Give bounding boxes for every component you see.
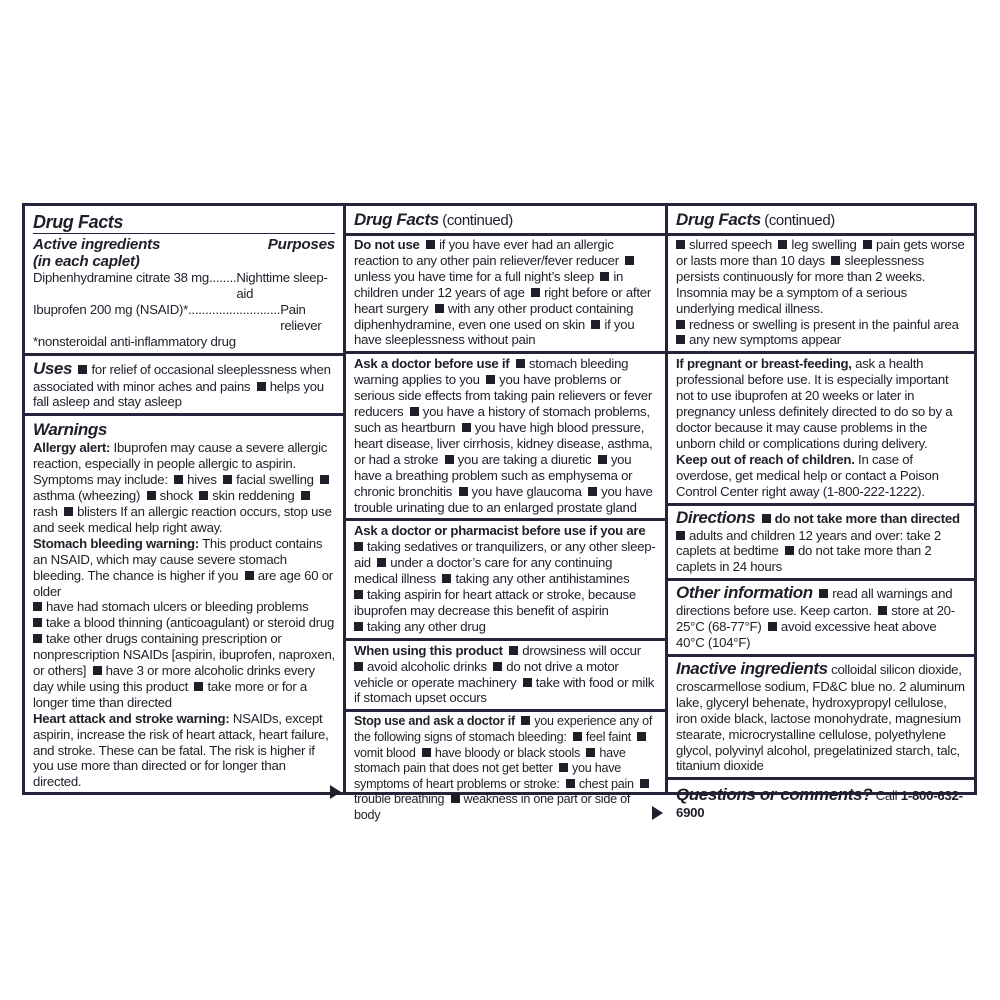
bullet-icon xyxy=(33,618,42,627)
keep-out-text: In case of overdose, get medical help or contact a Poison Control Center right away (1-800-222-1222). xyxy=(676,451,939,499)
ask-doctor-item: you have high blood pressure, heart disease, liver cirrhosis, kidney disease, asthma, or had a stroke xyxy=(354,419,653,467)
when-using-section xyxy=(346,641,665,713)
bullet-icon xyxy=(199,491,208,500)
bullet-icon xyxy=(174,475,183,484)
allergy-item: shock xyxy=(159,488,193,504)
do-not-use-item: right before or after heart surgery xyxy=(354,284,651,316)
drug-facts-column-2 xyxy=(343,206,665,822)
when-using-item: do not drive a motor vehicle or operate machinery xyxy=(354,658,619,690)
ask-doctor-item: you have trouble urinating due to an enlarged prostate gland xyxy=(354,483,653,515)
stop-use-item: pain gets worse or lasts more than 10 days xyxy=(676,237,965,268)
bullet-icon xyxy=(33,634,42,643)
ask-doctor-item: you have a breathing problem such as emphysema or chronic bronchitis xyxy=(354,451,633,499)
bullet-icon xyxy=(78,365,87,374)
bullet-icon xyxy=(600,272,609,281)
heart-label: Heart attack and stroke warning: xyxy=(33,710,230,726)
other-information-item: store at 20-25°C (68-77°F) xyxy=(676,603,955,635)
bullet-icon xyxy=(863,240,872,249)
directions-title: Directions xyxy=(676,507,756,527)
ask-doctor-label: Ask a doctor before use if xyxy=(354,356,510,372)
inactive-ingredients-title: Inactive ingredients xyxy=(676,658,828,678)
bullet-icon xyxy=(676,531,685,540)
questions-text: Call xyxy=(875,788,898,804)
bullet-icon xyxy=(831,256,840,265)
bullet-icon xyxy=(410,407,419,416)
when-using-item: avoid alcoholic drinks xyxy=(367,658,487,674)
do-not-use-label: Do not use xyxy=(354,237,420,252)
ingredient-purpose: Pain reliever xyxy=(280,301,322,333)
bullet-icon xyxy=(531,288,540,297)
ask-doctor-item: stomach bleeding warning applies to you xyxy=(354,356,629,388)
uses-section xyxy=(25,356,343,417)
active-ingredients-heading: Active ingredients xyxy=(33,236,161,253)
bullet-icon xyxy=(676,240,685,249)
stop-use-item: have bloody or black stools xyxy=(434,745,581,760)
bullet-icon xyxy=(598,455,607,464)
other-information-item: avoid excessive heat above 40°C (104°F) xyxy=(676,619,937,651)
bullet-icon xyxy=(637,732,646,741)
bullet-icon xyxy=(354,662,363,671)
other-information-title: Other information xyxy=(676,583,813,603)
stomach-item: have had stomach ulcers or bleeding problems xyxy=(46,599,309,615)
bullet-icon xyxy=(819,589,828,598)
bullet-icon xyxy=(93,666,102,675)
when-using-item: take with food or milk if stomach upset occurs xyxy=(354,674,655,706)
stop-use-item: feel faint xyxy=(585,729,631,744)
ask-doctor-item: you have a history of stomach problems, such as heartburn xyxy=(354,404,650,435)
uses-title: Uses xyxy=(33,358,73,378)
allergy-label: Allergy alert: xyxy=(33,440,111,456)
stop-use-item: have stomach pain that does not get better xyxy=(354,745,626,776)
drug-facts-column-1 xyxy=(25,206,343,792)
bullet-icon xyxy=(445,455,454,464)
ingredient-row xyxy=(33,270,335,302)
bullet-icon xyxy=(493,662,502,671)
footnote: *nonsteroidal anti-inflammatory drug xyxy=(33,333,236,349)
when-using-label: When using this product xyxy=(354,642,503,658)
stop-use-label: Stop use and ask a doctor if xyxy=(354,714,515,729)
bullet-icon xyxy=(566,779,575,788)
bullet-icon xyxy=(878,606,887,615)
when-using-item: drowsiness will occur xyxy=(522,642,641,658)
warnings-title: Warnings xyxy=(33,420,107,440)
ask-pharmacist-item: taking any other antihistamines xyxy=(455,571,630,587)
stomach-warning xyxy=(33,536,335,711)
questions-section xyxy=(668,780,974,824)
drug-facts-panel xyxy=(22,203,977,822)
bullet-icon xyxy=(778,240,787,249)
ingredient-name: Ibuprofen 200 mg (NSAID)* xyxy=(33,301,189,317)
bullet-icon xyxy=(462,423,471,432)
bullet-icon xyxy=(354,590,363,599)
bullet-icon xyxy=(559,763,568,772)
ask-pharmacist-label: Ask a doctor or pharmacist before use if you are xyxy=(354,523,646,539)
stop-use-continued-section xyxy=(668,233,974,354)
bullet-icon xyxy=(625,256,634,265)
bullet-icon xyxy=(194,682,203,691)
warnings-section xyxy=(25,416,343,801)
bullet-icon xyxy=(354,622,363,631)
bullet-icon xyxy=(245,571,254,580)
stop-use-text: you experience any of the following signs of stomach bleeding: xyxy=(354,714,653,744)
drug-facts-title: Drug Facts xyxy=(33,212,124,232)
pregnancy-section xyxy=(668,354,974,505)
directions-item: adults and children 12 years and over: take 2 caplets at bedtime xyxy=(676,527,941,559)
bullet-icon xyxy=(354,542,363,551)
do-not-use-item: with any other product containing diphenhydramine, even one used on skin xyxy=(354,300,634,332)
do-not-use-item: unless you have time for a full night’s sleep xyxy=(354,268,594,284)
bullet-icon xyxy=(591,320,600,329)
bullet-icon xyxy=(301,491,310,500)
ingredient-dots: ........................... xyxy=(188,301,281,317)
ingredient-dots: ........ xyxy=(209,270,237,285)
continued-label: (continued) xyxy=(764,212,835,229)
allergy-item: hives xyxy=(187,472,217,488)
bullet-icon xyxy=(516,359,525,368)
drug-facts-title: Drug Facts xyxy=(676,210,761,229)
stop-use-section xyxy=(346,712,665,822)
questions-phone: 1-800-632-6900 xyxy=(676,788,963,821)
stomach-item: have 3 or more alcoholic drinks every day while using this product xyxy=(33,663,315,694)
bullet-icon xyxy=(377,558,386,567)
heart-text: NSAIDs, except aspirin, increase the risk of heart attack, heart failure, and stroke. These can be fatal. The risk is higher if you use more than directed or for longer than directed. xyxy=(33,710,329,790)
bullet-icon xyxy=(762,514,771,523)
stop-use-text: you have symptoms of heart problems or stroke: xyxy=(354,761,622,791)
bullet-icon xyxy=(676,335,685,344)
ask-doctor-item: you are taking a diuretic xyxy=(457,451,592,467)
bullet-icon xyxy=(785,546,794,555)
ask-doctor-item: you have glaucoma xyxy=(471,483,582,499)
allergy-item: rash xyxy=(33,503,58,519)
do-not-use-item: if you have ever had an allergic reaction to any other pain reliever/fever reducer xyxy=(354,237,619,268)
stomach-item: are age 60 or older xyxy=(33,567,333,599)
stop-use-item: slurred speech xyxy=(689,237,772,252)
stomach-label: Stomach bleeding warning: xyxy=(33,535,199,551)
directions-item: do not take more than 2 caplets in 24 hours xyxy=(676,543,932,575)
stop-use-item: chest pain xyxy=(578,776,634,791)
keep-out-label: Keep out of reach of children. xyxy=(676,451,855,467)
bullet-icon xyxy=(147,491,156,500)
continued-label: (continued) xyxy=(442,212,513,229)
bullet-icon xyxy=(320,475,329,484)
stomach-item: take more or for a longer time than directed xyxy=(33,678,308,710)
directions-item: do not take more than directed xyxy=(774,510,960,526)
uses-text: helps you fall asleep and stay asleep xyxy=(33,378,324,410)
other-information-item: read all warnings and directions before use. Keep carton. xyxy=(676,586,953,619)
do-not-use-item: in children under 12 years of age xyxy=(354,268,624,300)
stop-use-item: leg swelling xyxy=(791,237,857,252)
pregnancy-text: ask a health professional before use. It is especially important not to use ibuprofen at 20 weeks or later in pregnancy unless definitely directed to do so by a doctor because it may cause problems in the unborn child or complications during delivery. xyxy=(676,356,953,451)
column-2-header xyxy=(346,206,665,236)
bullet-icon xyxy=(768,622,777,631)
bullet-icon xyxy=(573,732,582,741)
bullet-icon xyxy=(435,304,444,313)
heart-warning xyxy=(33,711,335,791)
title-rule xyxy=(33,233,335,234)
ingredient-name: Diphenhydramine citrate 38 mg xyxy=(33,270,210,285)
ask-pharmacist-item: under a doctor’s care for any continuing medical illness xyxy=(354,555,613,587)
bullet-icon xyxy=(64,507,73,516)
bullet-icon xyxy=(509,646,518,655)
allergy-item: asthma (wheezing) xyxy=(33,488,141,504)
ask-doctor-section xyxy=(346,354,665,521)
stop-use-item: sleeplessness persists continuously for more than 2 weeks. Insomnia may be a symptom of a serious underlying medical illness. xyxy=(676,252,926,316)
ask-pharmacist-section xyxy=(346,521,665,640)
drug-facts-column-3 xyxy=(665,206,974,821)
stop-use-item: redness or swelling is present in the painful area xyxy=(689,316,959,332)
bullet-icon xyxy=(521,716,530,725)
stop-use-item: any new symptoms appear xyxy=(689,332,841,348)
bullet-icon xyxy=(442,574,451,583)
allergy-alert xyxy=(33,440,335,535)
bullet-icon xyxy=(588,487,597,496)
do-not-use-item: if you have sleeplessness without pain xyxy=(354,316,635,348)
ingredient-row xyxy=(33,302,335,334)
questions-title: Questions or comments? xyxy=(676,785,873,805)
bullet-icon xyxy=(486,375,495,384)
bullet-icon xyxy=(223,475,232,484)
inactive-ingredients-text: colloidal silicon dioxide, croscarmellose sodium, FD&C blue no. 2 aluminum lake, glyceryl behenate, hydroxypropyl cellulose, iron oxide black, lactose monohydrate, magnesium stearate, microcrystalline cellulose, polyethylene glycol, polyvinyl alcohol, pregelatinized starch, talc, titanium dioxide xyxy=(676,661,965,774)
uses-text: for relief of occasional sleeplessness when associated with minor aches and pains xyxy=(33,361,331,394)
stomach-item: take a blood thinning (anticoagulant) or steroid drug xyxy=(46,615,335,631)
allergy-text: Ibuprofen may cause a severe allergic reaction, especially in people allergic to aspirin. Symptoms may include: xyxy=(33,440,328,488)
ask-doctor-item: you have problems or serious side effects from taking pain relievers or fever reducers xyxy=(354,372,652,420)
active-ingredients-section xyxy=(25,206,343,356)
bullet-icon xyxy=(422,748,431,757)
bullet-icon xyxy=(676,320,685,329)
stop-use-item: weakness in one part or side of body xyxy=(354,792,631,822)
drug-facts-title: Drug Facts xyxy=(354,210,439,229)
stomach-text: This product contains an NSAID, which may cause severe stomach bleeding. The chance is higher if you xyxy=(33,535,323,583)
inactive-ingredients-section xyxy=(668,657,974,780)
directions-section xyxy=(668,506,974,582)
pregnancy-label: If pregnant or breast-feeding, xyxy=(676,356,852,372)
bullet-icon xyxy=(257,382,266,391)
ask-pharmacist-item: taking any other drug xyxy=(367,618,486,634)
other-information-section xyxy=(668,581,974,657)
purposes-heading: Purposes xyxy=(267,236,335,253)
allergy-item: facial swelling xyxy=(236,472,314,488)
do-not-use-section xyxy=(346,233,665,354)
bullet-icon xyxy=(586,748,595,757)
column-3-header xyxy=(668,206,974,236)
bullet-icon xyxy=(640,779,649,788)
allergy-item: blisters xyxy=(77,503,117,519)
bullet-icon xyxy=(523,678,532,687)
continue-arrow-icon xyxy=(652,806,663,820)
active-ingredients-subheading: (in each caplet) xyxy=(33,253,140,270)
bullet-icon xyxy=(33,602,42,611)
stop-use-item: vomit blood xyxy=(354,745,416,760)
ask-pharmacist-item: taking aspirin for heart attack or stroke, because ibuprofen may decrease this benefit of aspirin xyxy=(354,587,636,618)
continue-arrow-icon xyxy=(330,785,341,799)
allergy-tail: If an allergic reaction occurs, stop use and seek medical help right away. xyxy=(33,503,332,535)
ask-pharmacist-item: taking sedatives or tranquilizers, or any other sleep-aid xyxy=(354,539,656,571)
bullet-icon xyxy=(459,487,468,496)
ingredient-purpose: Nighttime sleep-aid xyxy=(236,270,328,301)
bullet-icon xyxy=(451,794,460,803)
stop-use-item: trouble breathing xyxy=(354,792,445,807)
allergy-item: skin reddening xyxy=(212,488,295,504)
bullet-icon xyxy=(426,240,435,249)
stomach-item: take other drugs containing prescription or nonprescription NSAIDs [aspirin, ibuprofen, naproxen, or others] xyxy=(33,631,335,679)
